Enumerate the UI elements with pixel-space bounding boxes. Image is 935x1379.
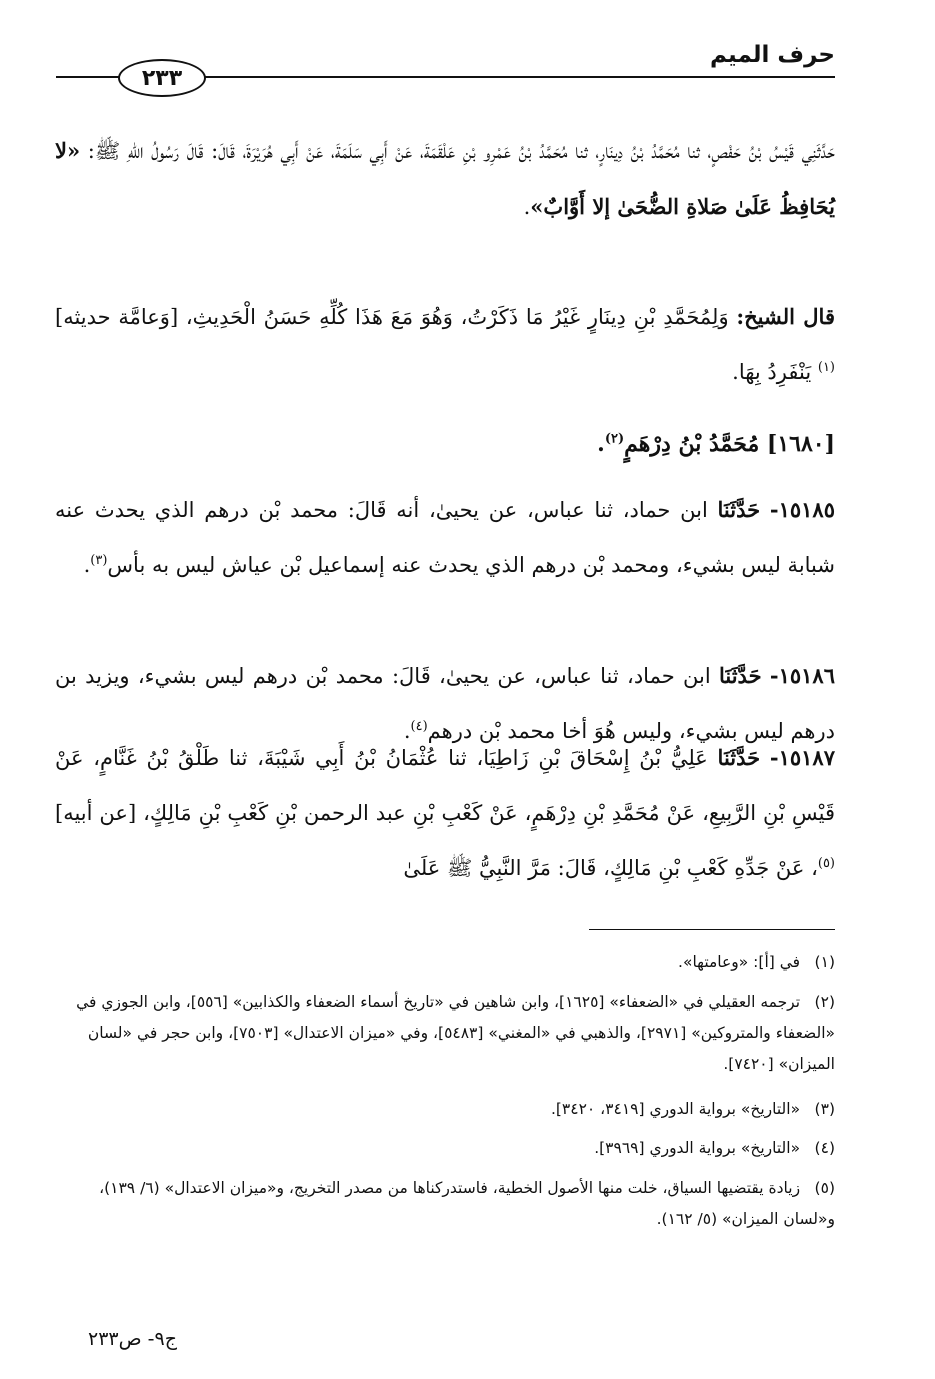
footnote-4 bbox=[55, 1133, 835, 1164]
paragraph-15187 bbox=[55, 730, 835, 896]
paragraph-end: . bbox=[597, 431, 605, 457]
report-number: ١٥١٨٧- bbox=[769, 745, 835, 770]
footnote-ref: (٣) bbox=[90, 553, 108, 568]
footnote-text: ترجمه العقيلي في «الضعفاء» [١٦٢٥]، وابن شاهين في «تاريخ أسماء الضعفاء والكذابين» [٥٥٦]، وابن الجوزي في «الضعفاء والمتروكين» [٢٩٧١]، والذهبي في «المغني» [٥٤٨٣]، وفي «ميزان الاعتدال» [٧٥٠٣]، وابن حجر في «لسان الميزان» [٧٤٢٠]. bbox=[76, 993, 835, 1073]
paragraph-end: . bbox=[83, 553, 91, 577]
paragraph-end: ، عَنْ جَدِّهِ كَعْبِ بْنِ مَالِكٍ، قَالَ: مَرَّ النَّبِيُّ ﷺ عَلَىٰ bbox=[403, 856, 818, 880]
paragraph-text: ابن حماد، ثنا عباس، عن يحيىٰ، قَالَ: محمد بْن درهم ليس بشيء، ويزيد بن درهم ليس بشيء، وليس هُوَ أخا محمد بْن درهم bbox=[55, 664, 835, 743]
paragraph-lead: حَدَّثَنَا bbox=[717, 497, 761, 522]
footnote-ref: (٢) bbox=[604, 431, 625, 447]
entry-heading bbox=[55, 417, 835, 472]
footnote-text: «التاريخ» برواية الدوري [٣٩٦٩]. bbox=[594, 1139, 801, 1157]
paragraph-15185 bbox=[55, 482, 835, 593]
paragraph-text: حَدَّثَنِي قَيْسُ بْنُ حَفْصٍ، ثنا مُحَمَّدُ بْنُ دِينَارٍ، ثنا مُحَمَّدُ بْنُ عَمْرِو بْنِ عَلْقَمَةَ، عَنْ أَبِي سَلَمَةَ، عَنْ أَبِي هُرَيْرَةَ، قَالَ: قَالَ رَسُولُ اللهِ ﷺ: bbox=[80, 139, 835, 163]
report-number: ١٥١٨٦- bbox=[769, 663, 835, 688]
paragraph-hadith-text bbox=[55, 123, 835, 235]
footnote-ref: (٥) bbox=[817, 856, 835, 871]
footnote-number: (٢) bbox=[814, 993, 835, 1011]
chapter-title: حرف الميم bbox=[710, 42, 835, 68]
footnote-number: (٤) bbox=[814, 1139, 835, 1157]
entry-heading-text: [١٦٨٠] مُحَمَّدُ بْنُ دِرْهَمٍ bbox=[624, 431, 835, 457]
paragraph-lead: قال الشيخ: bbox=[736, 304, 835, 329]
footnote-2 bbox=[55, 987, 835, 1080]
paragraph-text: عَلِيُّ بْنُ إِسْحَاقَ بْنِ زَاطِيَا، ثنا عُثْمَانُ بْنُ أَبِي شَيْبَةَ، ثنا طَلْقُ بْنُ غَنَّامٍ، عَنْ قَيْسِ بْنِ الرَّبِيعِ، عَنْ مُحَمَّدِ بْنِ دِرْهَمٍ، عَنْ كَعْبِ بْنِ عبد الرحمن بْنِ كَعْبِ بْنِ مَالِكٍ، [عن أبيه] bbox=[55, 746, 835, 825]
paragraph-end: . bbox=[523, 195, 531, 219]
report-number: ١٥١٨٥- bbox=[769, 497, 835, 522]
paragraph-end: . bbox=[403, 719, 411, 743]
footnote-ref: (٤) bbox=[410, 719, 428, 734]
prophetic-quote: «لا يُحَافِظُ عَلَىٰ صَلاةِ الضُّحَىٰ إلا أَوَّابٌ» bbox=[55, 138, 835, 219]
paragraph-end: يَنْفَرِدُ بِهَا. bbox=[732, 360, 818, 384]
footnote-number: (٥) bbox=[814, 1179, 835, 1197]
footnote-ref: (١) bbox=[817, 360, 835, 375]
page-number-badge bbox=[118, 59, 206, 97]
footnote-text: «التاريخ» برواية الدوري [٣٤١٩، ٣٤٢٠]. bbox=[550, 1100, 801, 1118]
paragraph-text: وَلِمُحَمَّدِ بْنِ دِينَارٍ غَيْرُ مَا ذَكَرْتُ، وَهُوَ مَعَ هَذَا كُلِّهِ حَسَنُ الْحَدِيثِ، [وَعامَّة حديثه] bbox=[55, 305, 737, 329]
volume-page-signature: ج٩- ص٢٣٣ bbox=[88, 1328, 177, 1350]
page-number: ٢٣٣ bbox=[141, 65, 183, 91]
footnote-text: في [أ]: «وعامتها». bbox=[678, 953, 801, 971]
footnote-1 bbox=[55, 947, 835, 978]
paragraph-lead: حَدَّثَنَا bbox=[717, 745, 761, 770]
footnote-text: زيادة يقتضيها السياق، خلت منها الأصول الخطية، فاستدركناها من مصدر التخريج، و«ميزان الاعتدال» (٦/ ١٣٩)، و«لسان الميزان» (٥/ ١٦٢). bbox=[99, 1179, 835, 1228]
footnote-3 bbox=[55, 1094, 835, 1125]
footnote-number: (١) bbox=[814, 953, 835, 971]
footnote-5 bbox=[55, 1173, 835, 1235]
footnote-separator bbox=[589, 929, 835, 930]
paragraph-lead: حَدَّثَنَا bbox=[718, 663, 762, 688]
paragraph-text: ابن حماد، ثنا عباس، عن يحيىٰ، أنه قَالَ: محمد بْن درهم الذي يحدث عنه شبابة ليس بشيء، ومحمد بْن درهم الذي يحدث عنه إسماعيل بْن عياش ليس به بأس bbox=[55, 498, 835, 577]
paragraph-sheikh-comment bbox=[55, 289, 835, 400]
footnote-number: (٣) bbox=[814, 1100, 835, 1118]
